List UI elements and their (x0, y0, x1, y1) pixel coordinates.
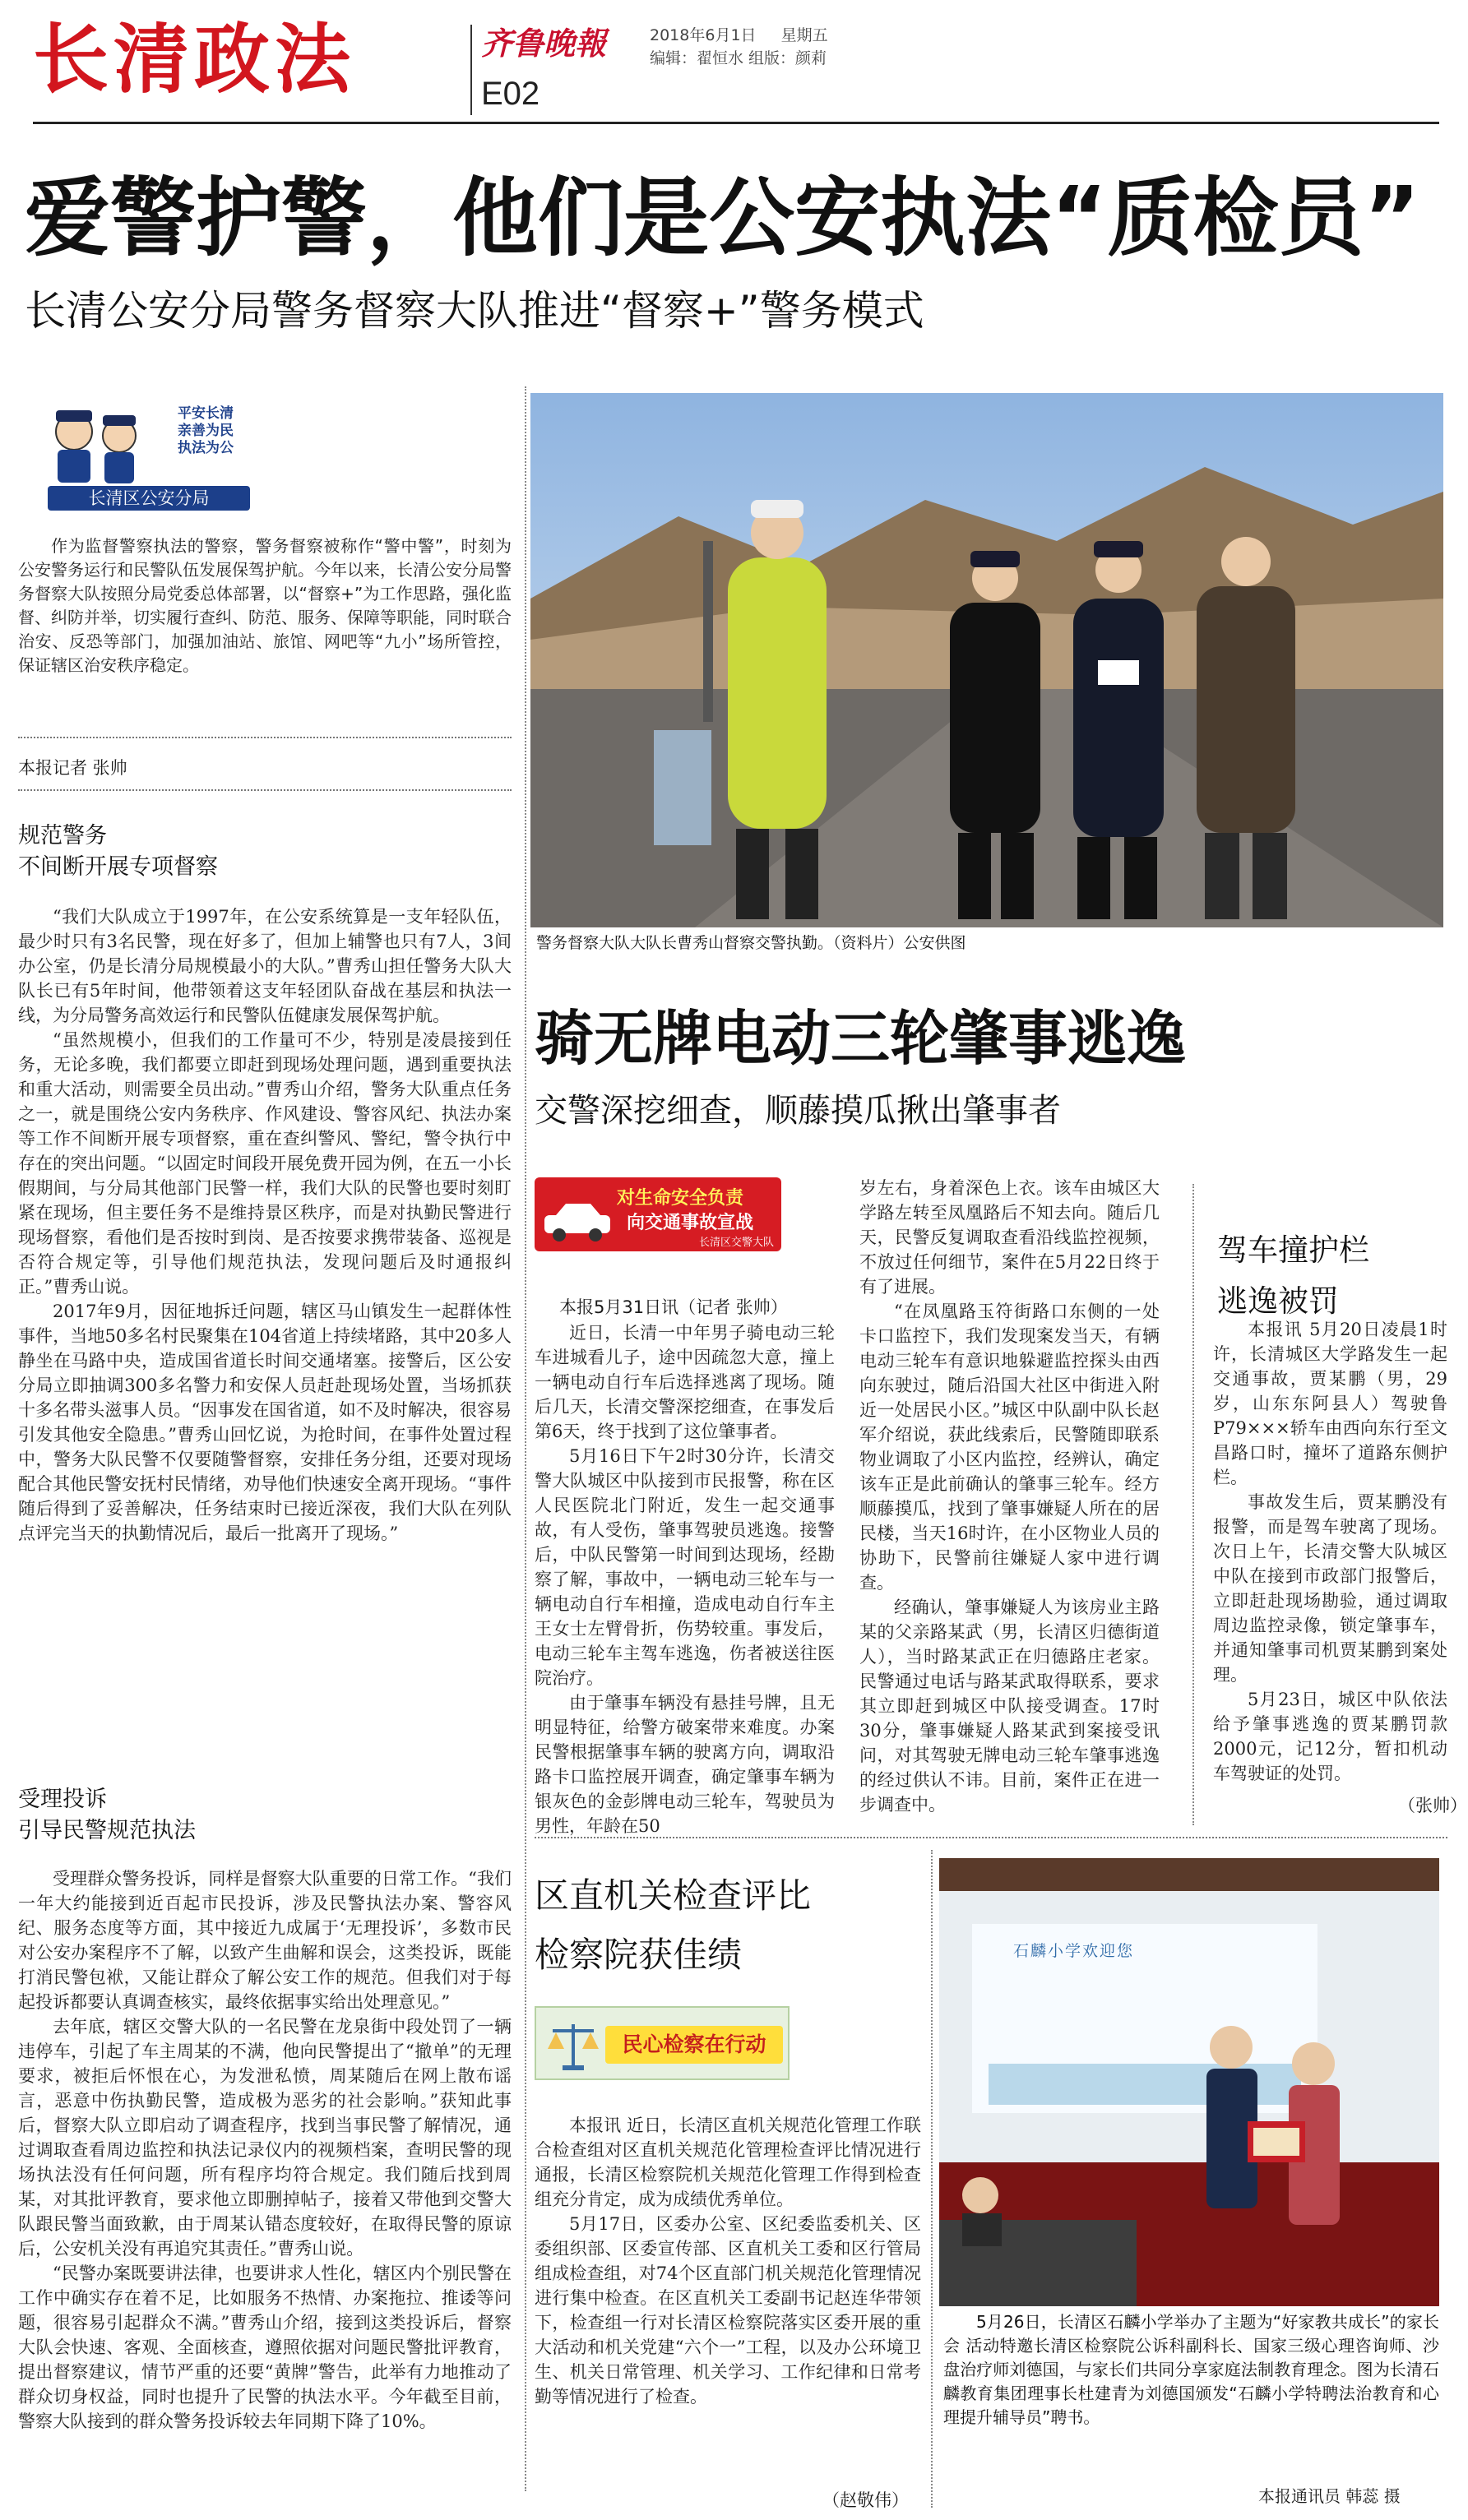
paragraph: 由于肇事车辆没有悬挂号牌，且无明显特征，给警方破案带来难度。办案民警根据肇事车辆的驶离方向，调取沿路卡口监控展开调查，确定肇事车辆为银灰色的金彭牌电动三轮车，驾驶员为男性，年龄在50 (535, 1693, 835, 1836)
traffic-police-photo (530, 393, 1443, 927)
banner-line-2: 向交通事故宣战 (627, 1213, 754, 1233)
paragraph: 受理群众警务投诉，同样是督察大队重要的日常工作。“我们一年大约能接到近百起市民投诉，涉及民警执法办案、警容风纪、服务态度等方面，其中接近九成属于‘无理投诉’，多数市民对公安办案程序不了解，以致产生曲解和误会，这类投诉，既能打消民警包袱，又能让群众了解公安工作的规范。但我们对于每起投诉都要认真调查核实，最终依据事实给出处理意见。” (18, 1869, 512, 2012)
badge-slogan (164, 405, 247, 457)
crashed-car-icon (541, 1197, 615, 1243)
paragraph: “民警办案既要讲法律，也要讲求人性化，辖区内个别民警在工作中确实存在着不足，比如服务不热情、办案拖拉、推诿等问题，很容易引起群众不满。”曹秀山介绍，接到这类投诉后，督察大队会快速、客观、全面核查，遵照依据对问题民警批评教育，提出督察建议，情节严重的还要“黄牌”警告，此举有力地推动了群众切身权益，同时也提升了民警的执法水平。今年截至目前，警察大队接到的群众警务投诉较去年同期下降了10%。 (18, 2263, 512, 2431)
column-divider-bottom (931, 1850, 933, 2508)
police-badge-logo (41, 399, 255, 514)
guardrail-author: （张帅） (1398, 1796, 1467, 1815)
procuratorate-body (535, 2113, 921, 2483)
scales-of-justice-icon (544, 2018, 602, 2072)
editors-line: 编辑：翟恒水 组版：颜莉 (650, 49, 827, 67)
section1-title-line: 规范警务 (18, 823, 107, 848)
lead-photo-caption: 警务督察大队大队长曹秀山督察交警执勤。（资料片）公安供图 (536, 934, 966, 952)
paragraph: 2017年9月，因征地拆迁问题，辖区马山镇发生一起群体性事件，当地50多名村民聚集在104省道上持续堵路，其中20多人静坐在马路中央，造成国省道长时间交通堵塞。接警后，区公安分局立即抽调300多名警力和安保人员赶赴现场处置，当场抓获十多名带头滋事人员。“因事发在国省道，如不及时解决，很容易引发其他安全隐患。”曹秀山回忆说，为抢时间，在事件处置过程中，警务大队民警不仅要随警督察，安排任务分组，还要对现场配合其他民警安抚村民情绪，劝导他们快速安全离开现场。“事件随后得到了妥善解决，任务结束时已接近深夜，我们大队在列队点评完当天的执勤情况后，最后一批离开了现场。” (18, 1302, 512, 1543)
banner-text: 民心检察在行动 (605, 2026, 783, 2064)
badge-line: 平安长清 (178, 405, 234, 422)
column-divider-left (525, 386, 526, 2491)
section-title: 长清政法 (33, 16, 356, 104)
paragraph: 本报讯 近日，长清区直机关规范化管理工作联合检查组对区直机关规范化管理检查评比情况进行通报，长清区检察院机关规范化管理工作得到检查组充分肯定，成为成绩优秀单位。 (535, 2115, 921, 2209)
screen-welcome-text: 石麟小学欢迎您 (1013, 1942, 1135, 1960)
school-photo (939, 1858, 1439, 2306)
procuratorate-headline-line: 检察院获佳绩 (535, 1935, 743, 1975)
section2-title-line: 引导民警规范执法 (18, 1818, 196, 1843)
paragraph: 本报讯 5月20日凌晨1时许，长清城区大学路发生一起交通事故，贾某鹏（男，29岁，山东东阿县人）驾驶鲁P79×××轿车由西向东行至文昌路口时，撞坏了道路东侧护栏。 (1213, 1320, 1447, 1487)
issue-date (650, 23, 828, 45)
tricycle-col1 (535, 1320, 835, 1836)
procuratorate-headline (535, 1866, 811, 1985)
date-text: 2018年6月1日 (650, 26, 757, 44)
guardrail-headline (1217, 1225, 1369, 1327)
badge-org: 长清区公安分局 (48, 486, 250, 511)
paragraph: 近日，长清一中年男子骑电动三轮车进城看儿子，途中因疏忽大意，撞上一辆电动自行车后选择逃离了现场。随后几天，长清交警深挖细查，在事发后第6天，终于找到了这位肇事者。 (535, 1323, 835, 1441)
section2-body (18, 1866, 512, 2499)
banner-line-1: 对生命安全负责 (617, 1188, 744, 1209)
procuratorate-banner (535, 2006, 790, 2080)
intro-divider (18, 737, 512, 738)
reporter-divider (18, 789, 512, 791)
guardrail-body (1213, 1317, 1447, 1786)
masthead-rule (33, 122, 1439, 124)
section1-title (18, 821, 218, 883)
tricycle-col2 (859, 1176, 1160, 1825)
tricycle-headline: 骑无牌电动三轮肇事逃逸 (535, 1004, 1187, 1073)
tricycle-subheadline: 交警深挖细查，顺藤摸瓜揪出肇事者 (535, 1092, 1061, 1130)
badge-line: 执法为公 (178, 440, 234, 456)
page-number: E02 (481, 76, 540, 112)
paragraph: “虽然规模小，但我们的工作量可不少，特别是凌晨接到任务，无论多晚，我们都要立即赶到现场处理问题，遇到重要执法和重大活动，则需要全员出动。”曹秀山介绍，警务大队重点任务之一，就是围绕公安内务秩序、作风建设、警容风纪、执法办案等工作不间断开展专项督察，重在查纠警风、警纪，警令执行中存在的突出问题。“以固定时间段开展免费开园为例，在五一小长假期间，与分局其他部门民警一样，我们大队的民警也要时刻盯紧在现场，但主要任务不是维持景区秩序，而是对执勤民警进行现场督察，看他们是否按时到岗、是否按要求携带装备、巡视是否符合规定等，引导他们规范执法，发现问题后及时通报纠正。”曹秀山说。 (18, 1030, 512, 1297)
lead-intro: 作为监督警察执法的警察，警务督察被称作“警中警”，时刻为公安警务运行和民警队伍发展保驾护航。今年以来，长清公安分局警务督察大队按照分局党委总体部署，以“督察+”为工作思路，强化监督、纠防并举，切实履行查纠、防范、服务、保障等职能，同时联合治安、反恐等部门，加强加油站、旅馆、网吧等“九小”场所管控，保证辖区治安秩序稳定。 (18, 536, 512, 675)
guardrail-headline-line: 驾车撞护栏 (1217, 1232, 1369, 1268)
banner-org: 长清区交警大队 (699, 1237, 775, 1249)
lead-reporter: 本报记者 张帅 (18, 758, 127, 778)
paragraph: 经确认，肇事嫌疑人为该房业主路某的父亲路某武（男，长清区归德街道人），当时路某武正在归德路庄老家。民警通过电话与路某武取得联系，要求其立即赶到城区中队接受调查。17时30分，肇事嫌疑人路某武到案接受讯问，对其驾驶无牌电动三轮车肇事逃逸的经过供认不讳。目前，案件正在进一步调查中。 (859, 1598, 1160, 1815)
paragraph: 5月17日，区委办公室、区纪委监委机关、区委组织部、区委宣传部、区直机关工委和区行管局组成检查组，对74个区直部门机关规范化管理情况进行集中检查。在区直机关工委副书记赵连华带领下，检查组一行对长清区检察院落实区委开展的重大活动和机关党建“六个一”工程，以及办公环境卫生、机关日常管理、机关学习、工作纪律和日常考勤等情况进行了检查。 (535, 2214, 921, 2407)
section1-body (18, 904, 512, 1759)
section2-title-line: 受理投诉 (18, 1787, 107, 1812)
section1-title-line: 不间断开展专项督察 (18, 854, 218, 880)
masthead-divider (470, 25, 472, 115)
lead-photo (530, 393, 1443, 927)
paragraph: 去年底，辖区交警大队的一名民警在龙泉街中段处罚了一辆违停车，引起了车主周某的不满，他向民警提出了“撤单”的无理要求，被拒后怀恨在心，为发泄私愤，周某随后在网上散布谣言，恶意中伤执勤民警，造成极为恶劣的社会影响。”获知此事后，督察大队立即启动了调查程序，找到当事民警了解情况，通过调取查看周边监控和执法记录仪内的视频档案，查明民警的现场执法没有任何问题，所有程序均符合规定。我们随后找到周某，对其批评教育，要求他立即删掉帖子，接着又带他到交警大队跟民警当面致歉，由于周某认错态度较好，在取得民警的原谅后，公安机关没有再追究其责任。”曹秀山说。 (18, 2017, 512, 2259)
paragraph: “我们大队成立于1997年，在公安系统算是一支年轻队伍，最少时只有3名民警，现在好多了，但加上辅警也只有7人，3间办公室，仍是长清分局规模最小的大队。”曹秀山担任警务大队大队长已有5年时间，他带领着这支年轻团队奋战在基层和执法一线，为分局警务高效运行和民警队伍健康发展保驾护航。 (18, 907, 512, 1025)
school-photo-credit: 本报通讯员 韩蕊 摄 (1258, 2486, 1401, 2506)
tricycle-dateline: 本报5月31日讯（记者 张帅） (559, 1297, 788, 1317)
award-ceremony-photo (939, 1858, 1439, 2306)
procuratorate-author: （赵敬伟） (822, 2490, 909, 2510)
section2-title (18, 1784, 196, 1847)
traffic-safety-banner (535, 1177, 781, 1251)
badge-line: 亲善为民 (178, 423, 234, 439)
paragraph: 5月16日下午2时30分许，长清交警大队城区中队接到市民报警，称在区人民医院北门附近，发生一起交通事故，有人受伤，肇事驾驶员逃逸。接警后，中队民警第一时间到达现场，经勘察了解，事故中，一辆电动三轮车与一辆电动自行车相撞，造成电动自行车主王女士左臂骨折，伤势较重。事发后，电动三轮车主驾车逃逸，伤者被送往医院治疗。 (535, 1446, 835, 1688)
weekday-text: 星期五 (780, 26, 828, 44)
paragraph: 事故发生后，贾某鹏没有报警，而是驾车驶离了现场。次日上午，长清交警大队城区中队在接到市政部门报警后，立即赶赴现场勘验，通过调取周边监控录像，锁定肇事车，并通知肇事司机贾某鹏到案处理。 (1213, 1492, 1447, 1685)
column-divider-right (1192, 1184, 1194, 1825)
lead-subheadline: 长清公安分局警务督察大队推进“督察+”警务模式 (25, 287, 924, 335)
paragraph: “在凤凰路玉符街路口东侧的一处卡口监控下，我们发现案发当天，有辆电动三轮车有意识地躲避监控探头由西向东驶过，随后沿国大社区中街进入附近一处居民小区。”城区中队副中队长赵军介绍说，获此线索后，民警随即联系物业调取了小区内监控，经辨认，确定该车正是此前确认的肇事三轮车。经方顺藤摸瓜，找到了肇事嫌疑人所在的居民楼，当天16时许，在小区物业人员的协助下，民警前往嫌疑人家中进行调查。 (859, 1302, 1160, 1593)
school-photo-caption: 5月26日，长清区石麟小学举办了主题为“好家教共成长”的家长会 活动特邀长清区检察院公诉科副科长、国家三级心理咨询师、沙盘治疗师刘德国，与家长们共同分享家庭法制教育理念。图为长清石麟教育集团理事长杜建青为刘德国颁发“石麟小学特聘法治教育和心理提升辅导员”聘书。 (943, 2312, 1439, 2427)
guardrail-headline-line: 逃逸被罚 (1217, 1283, 1339, 1319)
paragraph: 岁左右，身着深色上衣。该车由城区大学路左转至凤凰路后不知去向。随后几天，民警反复调取查看沿线监控视频，不放过任何细节，案件在5月22日终于有了进展。 (859, 1178, 1160, 1297)
paragraph: 5月23日，城区中队依法给予肇事逃逸的贾某鹏罚款2000元，记12分，暂扣机动车驾驶证的处罚。 (1213, 1690, 1447, 1783)
lead-headline: 爱警护警，他们是公安执法“质检员” (25, 168, 1420, 268)
lower-section-divider (535, 1837, 1447, 1838)
procuratorate-headline-line: 区直机关检查评比 (535, 1875, 812, 1916)
paper-name-logo: 齐鲁晚報 (481, 25, 607, 62)
